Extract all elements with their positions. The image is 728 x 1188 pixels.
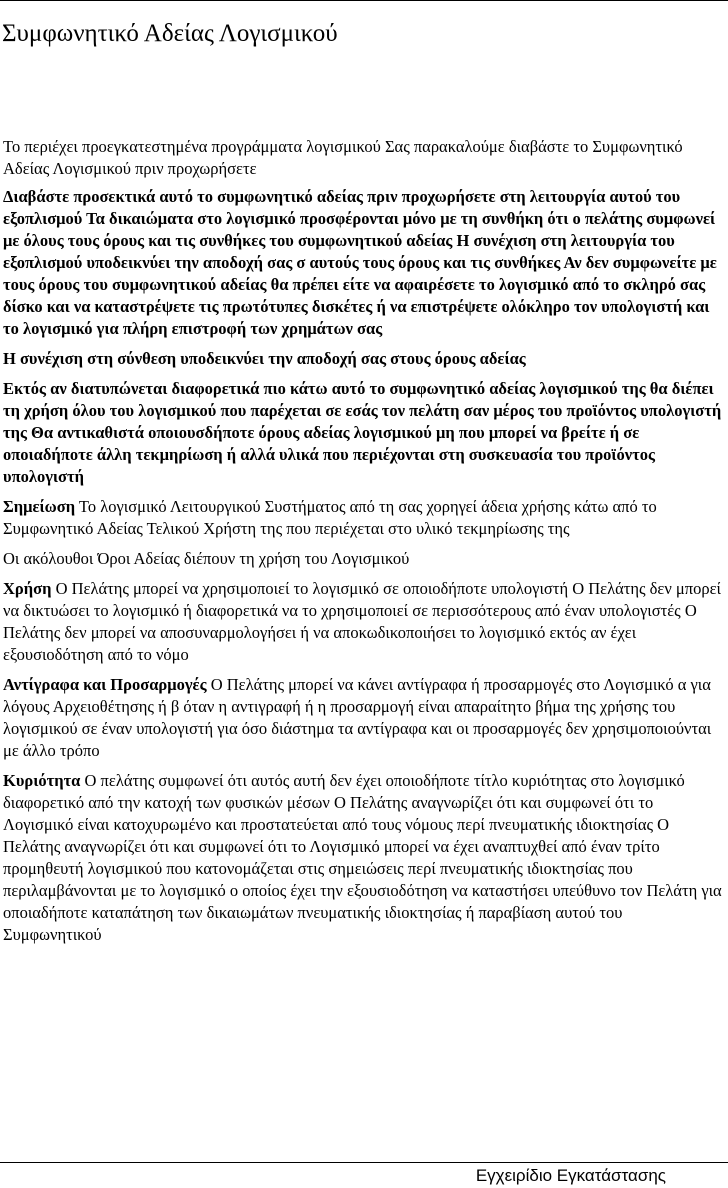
unless-paragraph: Εκτός αν διατυπώνεται διαφορετικά πιο κάτω αυτό το συμφωνητικό αδείας λογισμικού της θα διέπει τη χρήση όλου του λογισμικού που παρέχεται σε εσάς τον πελάτη σαν μέρος του προϊόντος υπολογιστή της Θα αντικαθιστά οποιουσδήποτε όρους αδείας λογισμικού μη που μπορεί να βρείτε ή σε οποιαδήποτε άλλη τεκμηρίωση ή αλλά υλικά που περιέχονται στη συσκευασία του προϊόντος υπολογιστή bbox=[3, 379, 722, 486]
intro-paragraph: Το περιέχει προεγκατεστημένα προγράμματα λογισμικού Σας παρακαλούμε διαβάστε το Συμφωνητικό Αδείας Λογισμικού πριν προχωρήσετε bbox=[3, 137, 683, 178]
ownership-text: Ο πελάτης συμφωνεί ότι αυτός αυτή δεν έχει οποιοδήποτε τίτλο κυριότητας στο λογισμικό διαφορετικό από την κατοχή των φυσικών μέσων Ο Πελάτης αναγνωρίζει ότι και συμφωνεί ότι το Λογισμικό είναι κατοχυρωμένο και προστατεύεται από τους νόμους περί πνευματικής ιδιοκτησίας Ο Πελάτης αναγνωρίζει ότι και συμφωνεί ότι το Λογισμικό μπορεί να έχει αναπτυχθεί από έναν τρίτο προμηθευτή λογισμικού που κατονομάζεται στις σημειώσεις περί πνευματικής ιδιοκτησίας που περιλαμβάνονται με το λογισμικό ο οποίος έχει την εξουσιοδότηση να καταστήσει υπεύθυνο τον Πελάτη για οποιαδήποτε καταπάτηση των δικαιωμάτων πνευματικής ιδιοκτησίας ή παραβίαση αυτού του Συμφωνητικού bbox=[3, 771, 722, 944]
footer-text: Εγχειρίδιο Εγκατάστασης bbox=[475, 1166, 666, 1185]
use-label: Χρήση bbox=[3, 579, 52, 598]
copies-paragraph bbox=[3, 674, 725, 762]
continue-paragraph: Η συνέχιση στη σύνθεση υποδεικνύει την αποδοχή σας στους όρους αδείας bbox=[3, 349, 526, 368]
copies-label: Αντίγραφα και Προσαρμογές bbox=[3, 675, 207, 694]
following-paragraph: Οι ακόλουθοι Όροι Αδείας διέπουν τη χρήση του Λογισμικού bbox=[3, 549, 410, 568]
note-paragraph bbox=[3, 496, 725, 540]
note-text: Το λογισμικό Λειτουργικού Συστήματος από τη σας χορηγεί άδεια χρήσης κάτω από το Συμφωνητικό Αδείας Τελικού Χρήστη της που περιέχεται στο υλικό τεκμηρίωσης της bbox=[3, 497, 657, 538]
note-label: Σημείωση bbox=[3, 497, 76, 516]
use-paragraph bbox=[3, 578, 725, 666]
warning-paragraph: Διαβάστε προσεκτικά αυτό το συμφωνητικό αδείας πριν προχωρήσετε στη λειτουργία αυτού του εξοπλισμού Τα δικαιώματα στο λογισμικό προσφέρονται μόνο με τη συνθήκη ότι ο πελάτης συμφωνεί με όλους τους όρους και τις συνθήκες του συμφωνητικού αδείας Η συνέχιση στη λειτουργία του εξοπλισμού υποδεικνύει την αποδοχή σας σ αυτούς τους όρους και τις συνθήκες Αν δεν συμφωνείτε με τους όρους του συμφωνητικού αδείας θα πρέπει είτε να αφαιρέσετε το λογισμικό από το σκληρό σας δίσκο και να καταστρέψετε τις πρωτότυπες δισκέτες ή να επιστρέψετε ολόκληρο τον υπολογιστή και το λογισμικό για πλήρη επιστροφή των χρημάτων σας bbox=[3, 187, 717, 338]
license-body bbox=[3, 136, 725, 954]
use-text: Ο Πελάτης μπορεί να χρησιμοποιεί το λογισμικό σε οποιοδήποτε υπολογιστή Ο Πελάτης δεν μπορεί να δικτυώσει το λογισμικό ή διαφορετικά να το χρησιμοποιεί σε περισσότερους από έναν υπολογιστές Ο Πελάτης δεν μπορεί να αποσυναρμολογήσει ή να αποκωδικοποιήσει το λογισμικό εκτός αν έχει εξουσιοδότηση από το νόμο bbox=[3, 579, 721, 664]
copies-text: Ο Πελάτης μπορεί να κάνει αντίγραφα ή προσαρμογές στο Λογισμικό α για λόγους Αρχειοθέτησης ή β όταν η αντιγραφή ή η προσαρμογή είναι απαραίτητο βήμα της χρήσης του λογισμικού σε έναν υπολογιστή για όσο διάστημα τα αντίγραφα και οι προσαρμογές δεν χρησιμοποιούνται με άλλο τρόπο bbox=[3, 675, 712, 760]
footer-rule bbox=[0, 1162, 728, 1163]
ownership-paragraph bbox=[3, 770, 725, 946]
ownership-label: Κυριότητα bbox=[3, 771, 81, 790]
top-rule bbox=[0, 0, 728, 1]
page-title: Συμφωνητικό Αδείας Λογισμικού bbox=[2, 20, 338, 47]
